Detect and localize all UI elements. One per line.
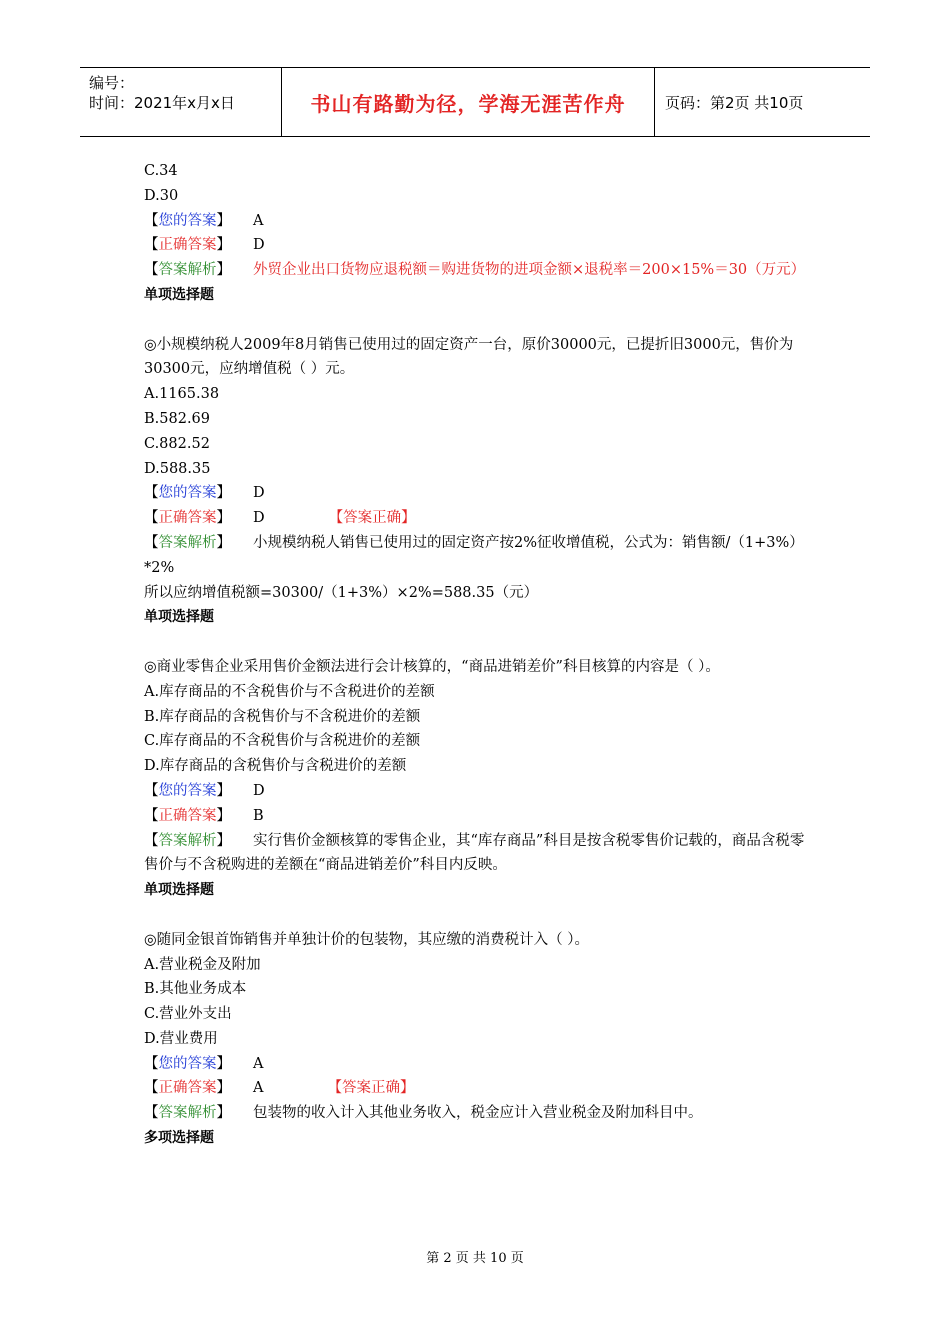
answer-correct-badge: 【答案正确】 bbox=[328, 510, 416, 527]
analysis-text: 小规模纳税人销售已使用过的固定资产按2%征收增值税，公式为：销售额/（1+3%）*2% bbox=[144, 534, 804, 576]
correct-answer-row: 【正确答案】 B bbox=[144, 807, 264, 824]
header-page-info: 页码：第2页 共10页 bbox=[665, 93, 804, 112]
option-d: D.营业费用 bbox=[144, 1030, 218, 1047]
header-motto: 书山有路勤为径，学海无涯苦作舟 bbox=[310, 91, 626, 116]
option-c: C.34 bbox=[144, 163, 178, 179]
option-a: A.1165.38 bbox=[144, 386, 220, 403]
document-body bbox=[144, 159, 809, 1151]
your-answer-value: D bbox=[253, 485, 265, 502]
your-answer-label: 您的答案 bbox=[158, 1055, 217, 1072]
option-a: A.营业税金及附加 bbox=[144, 956, 261, 973]
your-answer-row: 【您的答案】 A bbox=[144, 212, 264, 229]
analysis-row: 【答案解析】 外贸企业出口货物应退税额＝购进货物的进项金额×退税率＝200×15%＝30（万元） bbox=[144, 262, 806, 279]
analysis-text-continued: 所以应纳增值税额=30300/（1+3%）×2%=588.35（元） bbox=[144, 584, 539, 601]
option-b: B.582.69 bbox=[144, 410, 211, 427]
correct-answer-row: 【正确答案】 A 【答案正确】 bbox=[144, 1080, 415, 1097]
option-b: B.库存商品的含税售价与不含税进价的差额 bbox=[144, 708, 421, 725]
page-header bbox=[80, 67, 870, 137]
your-answer-label: 您的答案 bbox=[158, 212, 217, 229]
analysis-text: 包装物的收入计入其他业务收入，税金应计入营业税金及附加科目中。 bbox=[253, 1105, 703, 1122]
section-heading: 单项选择题 bbox=[144, 286, 214, 303]
analysis-text: 实行售价金额核算的零售企业，其“库存商品”科目是按含税零售价记载的，商品含税零售价与不含税购进的差额在“商品进销差价”科目内反映。 bbox=[144, 832, 805, 874]
your-answer-row: 【您的答案】 D bbox=[144, 782, 265, 799]
correct-answer-row: 【正确答案】 D bbox=[144, 237, 265, 254]
doc-number-label: 编号： bbox=[89, 74, 135, 92]
header-motto-cell bbox=[282, 68, 655, 136]
your-answer-label: 您的答案 bbox=[158, 485, 217, 502]
correct-answer-label: 正确答案 bbox=[158, 1080, 217, 1097]
header-meta bbox=[80, 68, 282, 136]
header-page-cell bbox=[655, 68, 870, 136]
question-text: ◎小规模纳税人2009年8月销售已使用过的固定资产一台，原价30000元，已提折旧3000元，售价为30300元，应纳增值税（ ）元。 bbox=[144, 336, 794, 378]
correct-answer-label: 正确答案 bbox=[158, 237, 217, 254]
option-c: C.库存商品的不含税售价与含税进价的差额 bbox=[144, 733, 421, 750]
page-footer: 第 2 页 共 10 页 bbox=[426, 1251, 524, 1266]
your-answer-row: 【您的答案】 A bbox=[144, 1055, 264, 1072]
correct-answer-label: 正确答案 bbox=[158, 807, 217, 824]
your-answer-value: A bbox=[253, 1055, 264, 1072]
section-heading: 单项选择题 bbox=[144, 609, 214, 626]
analysis-label: 答案解析 bbox=[158, 534, 217, 551]
question-text: ◎商业零售企业采用售价金额法进行会计核算的，“商品进销差价”科目核算的内容是（ ）。 bbox=[144, 658, 720, 675]
correct-answer-row: 【正确答案】 D 【答案正确】 bbox=[144, 510, 416, 527]
analysis-text: 外贸企业出口货物应退税额＝购进货物的进项金额×退税率＝200×15%＝30（万元） bbox=[253, 262, 806, 279]
section-heading: 多项选择题 bbox=[144, 1130, 214, 1147]
your-answer-row: 【您的答案】 D bbox=[144, 485, 265, 502]
option-d: D.30 bbox=[144, 187, 179, 204]
option-c: C.营业外支出 bbox=[144, 1006, 232, 1023]
your-answer-label: 您的答案 bbox=[158, 782, 217, 799]
option-d: D.库存商品的含税售价与含税进价的差额 bbox=[144, 758, 407, 775]
analysis-row: 【答案解析】 包装物的收入计入其他业务收入，税金应计入营业税金及附加科目中。 bbox=[144, 1105, 703, 1122]
analysis-label: 答案解析 bbox=[158, 832, 217, 849]
correct-answer-value: A bbox=[253, 1080, 264, 1097]
correct-answer-value: D bbox=[253, 510, 265, 527]
doc-time-label: 时间：2021年x月x日 bbox=[89, 94, 235, 112]
answer-correct-badge: 【答案正确】 bbox=[327, 1080, 415, 1097]
analysis-row: 【答案解析】 小规模纳税人销售已使用过的固定资产按2%征收增值税，公式为：销售额/（1+3%）*2% bbox=[144, 534, 804, 576]
option-b: B.其他业务成本 bbox=[144, 981, 247, 998]
analysis-label: 答案解析 bbox=[158, 262, 217, 279]
correct-answer-value: B bbox=[253, 807, 264, 824]
option-a: A.库存商品的不含税售价与不含税进价的差额 bbox=[144, 683, 435, 700]
section-heading: 单项选择题 bbox=[144, 882, 214, 899]
analysis-label: 答案解析 bbox=[158, 1105, 217, 1122]
option-d: D.588.35 bbox=[144, 460, 211, 477]
your-answer-value: A bbox=[253, 212, 264, 229]
question-text: ◎随同金银首饰销售并单独计价的包装物，其应缴的消费税计入（ ）。 bbox=[144, 931, 590, 948]
correct-answer-label: 正确答案 bbox=[158, 510, 217, 527]
your-answer-value: D bbox=[253, 782, 265, 799]
correct-answer-value: D bbox=[253, 237, 265, 254]
analysis-row: 【答案解析】 实行售价金额核算的零售企业，其“库存商品”科目是按含税零售价记载的，商品含税零售价与不含税购进的差额在“商品进销差价”科目内反映。 bbox=[144, 832, 805, 874]
option-c: C.882.52 bbox=[144, 435, 210, 452]
